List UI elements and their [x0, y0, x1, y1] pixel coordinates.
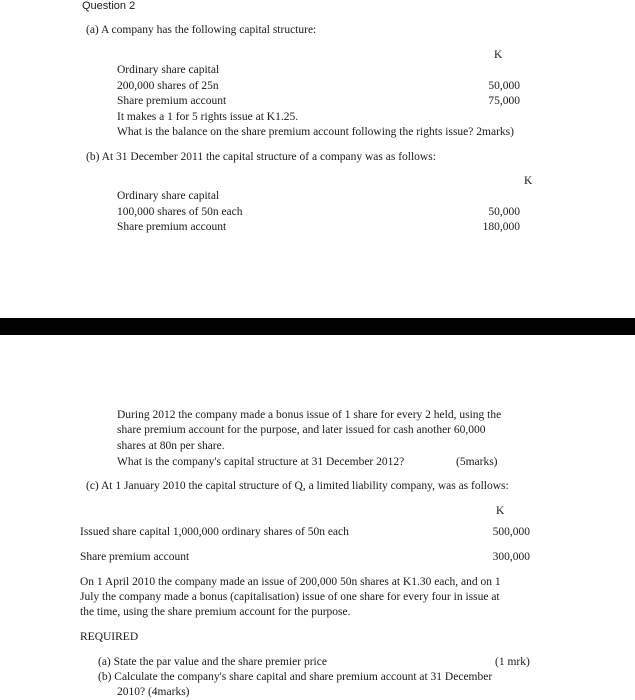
- part-a-rights-issue: It makes a 1 for 5 rights issue at K1.25.: [117, 111, 299, 123]
- part-b-row-value: 50,000: [488, 206, 520, 218]
- part-c-paragraph-line: July the company made a bonus (capitalisation) issue of one share for every four in issue at: [80, 591, 500, 603]
- part-a-intro: (a) A company has the following capital structure:: [86, 24, 317, 36]
- part-b-row-value: 180,000: [482, 221, 520, 233]
- required-item-marks: (1 mrk): [495, 656, 530, 668]
- part-b-continued-line: shares at 80n per share.: [117, 440, 225, 452]
- part-a-row-value: 75,000: [488, 95, 520, 107]
- part-c-paragraph-line: the time, using the share premium account for the purpose.: [80, 606, 351, 618]
- part-b-continued-question: What is the company's capital structure at 31 December 2012?: [117, 456, 405, 468]
- part-c-row-label: Issued share capital 1,000,000 ordinary shares of 50n each: [80, 526, 349, 538]
- question-heading: Question 2: [82, 0, 136, 12]
- part-b-row-label: Ordinary share capital: [117, 190, 220, 202]
- part-c-row-value: 300,000: [492, 551, 530, 563]
- required-item-continued: 2010? (4marks): [117, 686, 190, 698]
- part-a-row-value: 50,000: [488, 80, 520, 92]
- part-a-question: What is the balance on the share premium account following the rights issue? 2marks): [117, 126, 514, 138]
- part-b-intro: (b) At 31 December 2011 the capital structure of a company was as follows:: [86, 151, 436, 163]
- required-item: (b) Calculate the company's share capital and share premium account at 31 December: [98, 671, 493, 683]
- part-c-intro: (c) At 1 January 2010 the capital structure of Q, a limited liability company, was as follows:: [86, 480, 509, 492]
- part-b-row-label: Share premium account: [117, 221, 227, 233]
- part-c-currency: K: [496, 505, 505, 517]
- part-b-continued-line: share premium account for the purpose, and later issued for cash another 60,000: [117, 424, 486, 436]
- part-a-row-label: 200,000 shares of 25n: [117, 80, 219, 92]
- required-heading: REQUIRED: [80, 631, 139, 643]
- part-a-currency: K: [494, 49, 503, 61]
- part-c-paragraph-line: On 1 April 2010 the company made an issue of 200,000 50n shares at K1.30 each, and on 1: [80, 576, 501, 588]
- part-a-row-label: Share premium account: [117, 95, 227, 107]
- part-b-row-label: 100,000 shares of 50n each: [117, 206, 243, 218]
- required-item: (a) State the par value and the share premier price: [98, 656, 327, 668]
- part-b-currency: K: [524, 175, 533, 187]
- part-b-continued-line: During 2012 the company made a bonus issue of 1 share for every 2 held, using the: [117, 409, 502, 421]
- document-page-1: [0, 0, 635, 318]
- document-page-2: [0, 335, 635, 700]
- part-a-row-label: Ordinary share capital: [117, 64, 220, 76]
- part-b-continued-marks: (5marks): [456, 456, 498, 468]
- part-c-row-value: 500,000: [492, 526, 530, 538]
- part-c-row-label: Share premium account: [80, 551, 190, 563]
